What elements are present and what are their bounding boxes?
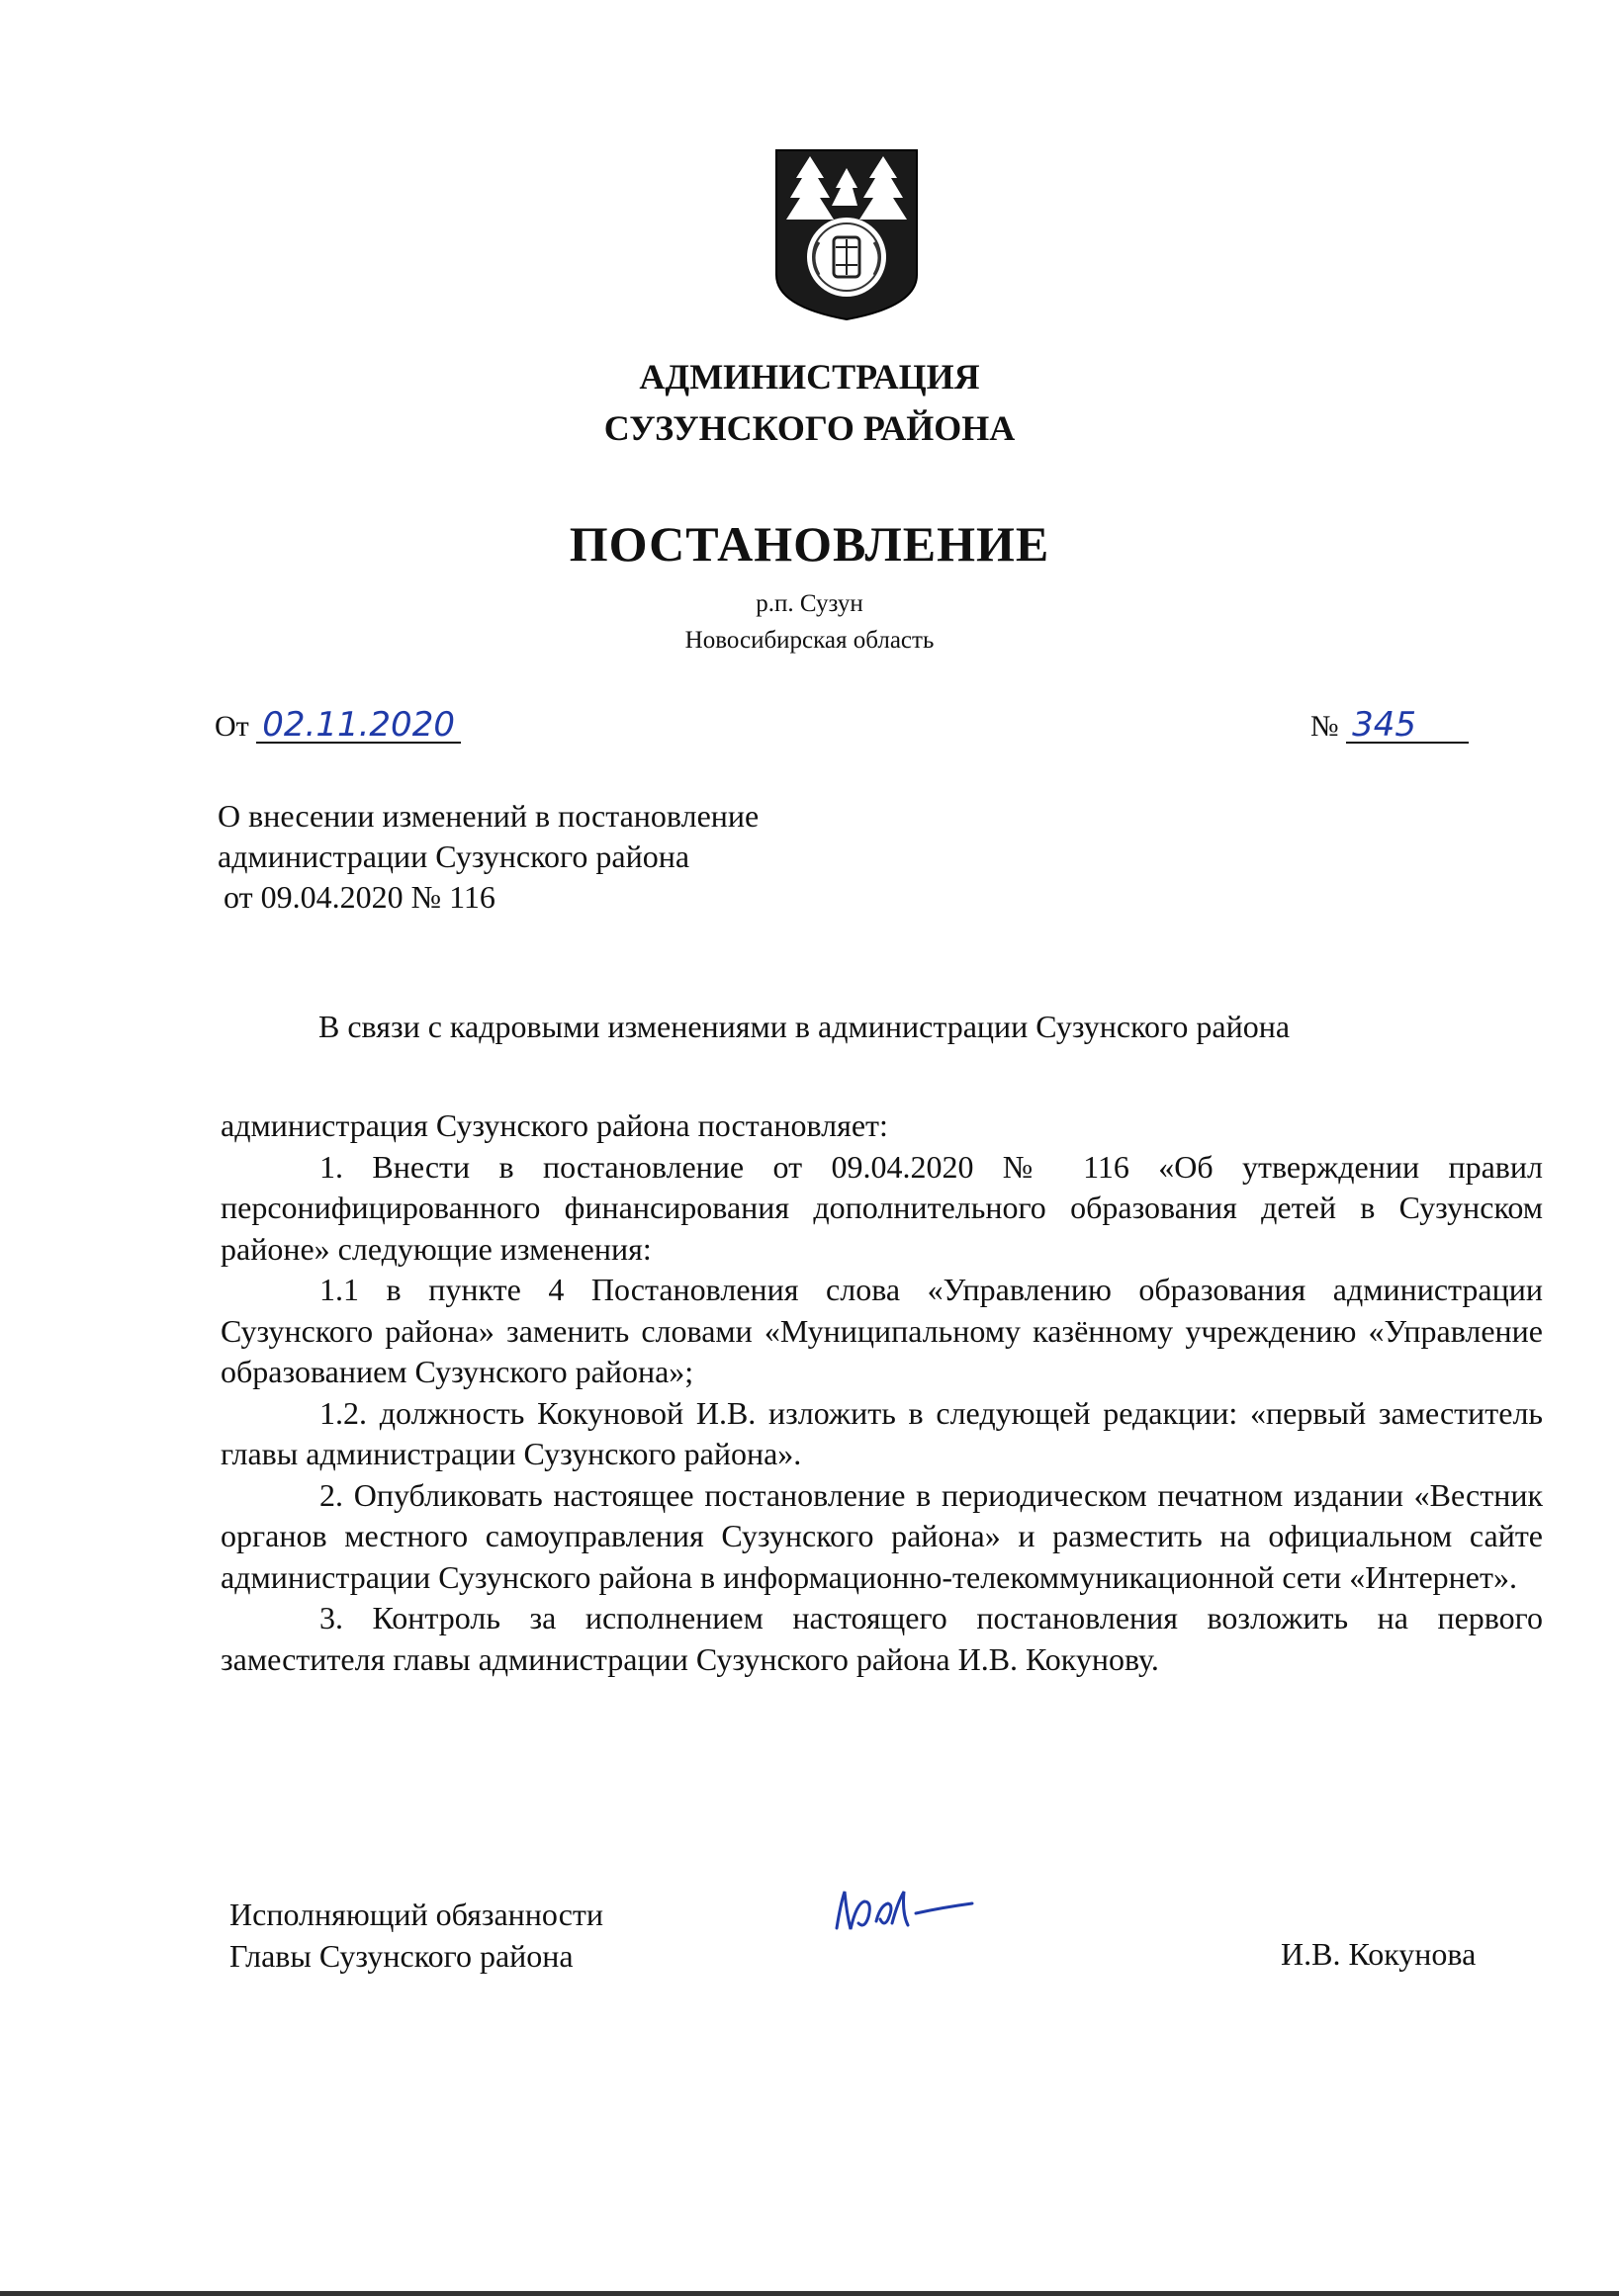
place-line-2: Новосибирская область	[684, 627, 935, 654]
scan-bottom-edge	[0, 2291, 1619, 2296]
document-body	[221, 1105, 1543, 1680]
document-date	[215, 707, 461, 747]
signatory-title	[229, 1894, 603, 1977]
body-paragraph-1: 1. Внести в постановление от 09.04.2020 № 116 «Об утверждении правил персонифицированного финансирования дополнительного образования детей в Сузунском районе» следующие изменения:	[221, 1148, 1543, 1267]
subject-line-3: от 09.04.2020 № 116	[224, 879, 495, 915]
document-type-title: ПОСТАНОВЛЕНИЕ	[569, 516, 1050, 572]
intro-paragraph: В связи с кадровыми изменениями в администрации Сузунского района	[318, 1009, 1291, 1044]
organization-name	[0, 351, 1619, 454]
org-line-1: АДМИНИСТРАЦИЯ	[639, 357, 980, 397]
date-label: От	[215, 710, 249, 743]
document-subject	[218, 796, 759, 918]
subject-line-2: администрации Сузунского района	[218, 839, 690, 874]
body-paragraph-3: 3. Контроль за исполнением настоящего постановления возложить на первого заместителя главы администрации Сузунского района И.В. Кокунову.	[221, 1600, 1543, 1677]
number-value-handwritten: 345	[1346, 708, 1469, 744]
handwritten-signature	[829, 1884, 977, 1943]
place-line-1: р.п. Сузун	[756, 590, 863, 617]
coat-of-arms-emblem	[774, 148, 919, 321]
number-label: №	[1310, 710, 1339, 743]
signatory-title-line-1: Исполняющий обязанности	[229, 1897, 604, 1932]
subject-line-1: О внесении изменений в постановление	[218, 798, 760, 834]
signatory-title-line-2: Главы Сузунского района	[229, 1938, 574, 1974]
date-value-handwritten: 02.11.2020	[256, 708, 461, 744]
document-number	[1310, 707, 1469, 747]
document-place	[0, 585, 1619, 659]
body-paragraph-resolution: администрация Сузунского района постановляет:	[221, 1107, 888, 1143]
body-paragraph-2: 2. Опубликовать настоящее постановление в периодическом печатном издании «Вестник органов местного самоуправления Сузунского района» и разместить на официальном сайте администрации Сузунского района в информационно-телекоммуникационной сети «Интернет».	[221, 1476, 1543, 1595]
signatory-name: И.В. Кокунова	[1281, 1936, 1477, 1972]
org-line-2: СУЗУНСКОГО РАЙОНА	[603, 408, 1016, 448]
body-paragraph-1-2: 1.2. должность Кокуновой И.В. изложить в следующей редакции: «первый заместитель главы администрации Сузунского района».	[221, 1394, 1543, 1471]
body-paragraph-1-1: 1.1 в пункте 4 Постановления слова «Управлению образования администрации Сузунского района» заменить словами «Муниципальному казённому учреждению «Управление образованием Сузунского района»;	[221, 1272, 1543, 1389]
